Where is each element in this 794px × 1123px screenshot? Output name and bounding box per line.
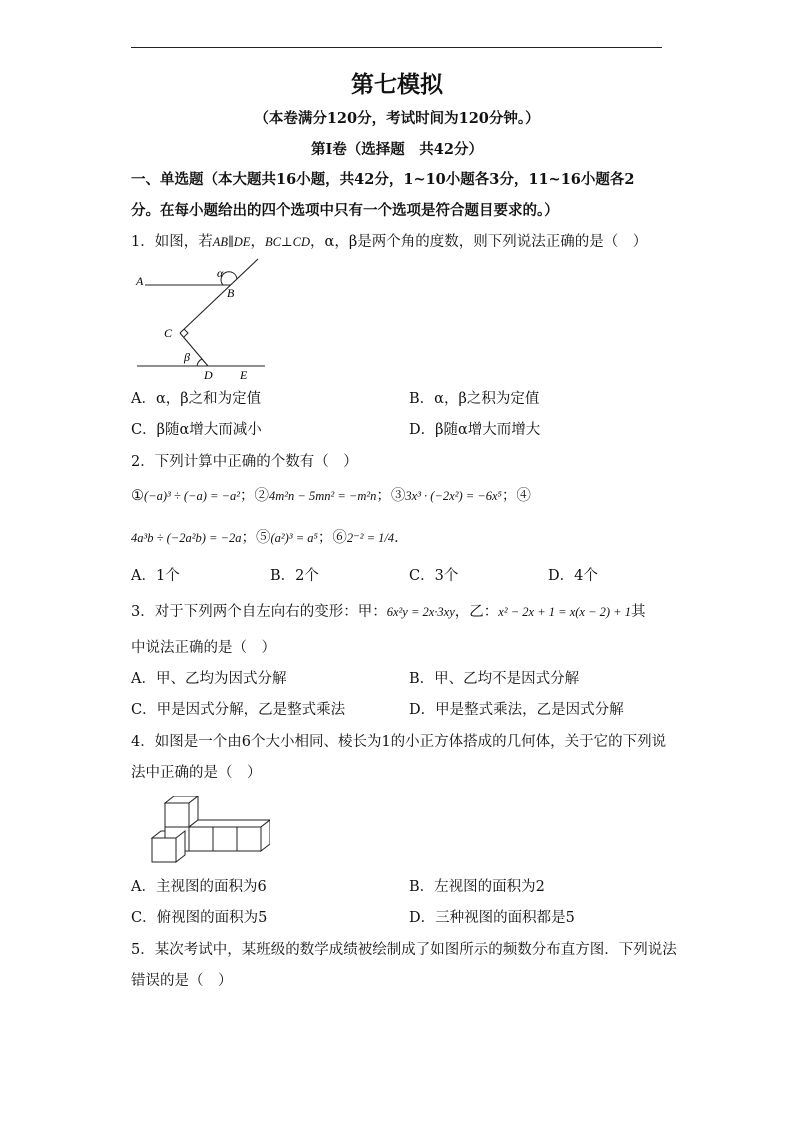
label-e: E (240, 368, 248, 382)
q1-option-c: C．β随α增大而减小 (131, 422, 262, 438)
q1-option-d: D．β随α增大而增大 (409, 422, 541, 438)
label-d: D (204, 368, 213, 382)
q1-figure (131, 255, 271, 385)
q1-parallel-expr: AB∥DE (212, 235, 251, 249)
exam-note: （本卷满分120分，考试时间为120分钟。） (254, 110, 540, 127)
q5-stem-line2: 错误的是（ ） (131, 973, 233, 989)
q2-option-d: D．4个 (548, 568, 598, 584)
beta-arc (197, 359, 202, 366)
q1-perp-expr: BC⊥CD (264, 235, 311, 249)
q1-option-b: B．α，β之积为定值 (409, 391, 540, 407)
q2-option-a: A．1个 (131, 568, 180, 584)
q3-option-d: D．甲是整式乘法，乙是因式分解 (409, 702, 624, 718)
q4-stem-line1: 4．如图是一个由6个大小相同、棱长为1的小正方体搭成的几何体，关于它的下列说 (131, 734, 667, 750)
q1-stem: 1．如图，若AB∥DE，BC⊥CD，α，β是两个角的度数，则下列说法正确的是（ ） (131, 234, 648, 250)
section-instructions-line1: 一、单选题（本大题共16小题，共42分，1~10小题各3分，11~16小题各2 (131, 171, 635, 188)
q2-expressions-row1: ①(−a)³ ÷ (−a) = −a²；②4m²n − 5mn² = −m²n；③3x³ · (−2x²) = −6x⁵；④ (131, 488, 531, 504)
right-angle-mark (184, 329, 188, 337)
q4-stem-line2: 法中正确的是（ ） (131, 765, 262, 781)
q4-option-b: B．左视图的面积为2 (409, 879, 545, 895)
q2-option-b: B．2个 (270, 568, 319, 584)
page-title: 第七模拟 (351, 71, 443, 98)
q4-option-d: D．三种视图的面积都是5 (409, 910, 575, 926)
q4-cube-figure (150, 796, 270, 864)
header-rule (131, 47, 662, 48)
alpha-arc (221, 272, 237, 285)
q2-option-c: C．3个 (409, 568, 459, 584)
label-b: B (227, 286, 235, 300)
q3-stem-line1: 3．对于下列两个自左向右的变形：甲：6x²y = 2x·3xy，乙：x² − 2x + 1 = x(x − 2) + 1其 (131, 604, 646, 620)
label-alpha: α (217, 266, 224, 280)
q4-option-a: A．主视图的面积为6 (131, 879, 267, 895)
section-instructions-line2: 分。在每小题给出的四个选项中只有一个选项是符合题目要求的。） (131, 202, 559, 219)
q3-option-b: B．甲、乙均不是因式分解 (409, 671, 580, 687)
q2-expressions-row2: 4a³b ÷ (−2a²b) = −2a；⑤(a²)³ = a⁵；⑥2⁻² = 1/4． (131, 530, 409, 546)
label-beta: β (184, 350, 190, 364)
q1-option-a: A．α，β之和为定值 (131, 391, 262, 407)
q3-option-c: C．甲是因式分解，乙是整式乘法 (131, 702, 346, 718)
label-a: A (136, 274, 144, 288)
part-heading: 第I卷（选择题 共42分） (311, 141, 483, 158)
q2-stem: 2．下列计算中正确的个数有（ ） (131, 454, 358, 470)
q4-option-c: C．俯视图的面积为5 (131, 910, 268, 926)
q5-stem-line1: 5．某次考试中，某班级的数学成绩被绘制成了如图所示的频数分布直方图．下列说法 (131, 942, 677, 958)
q3-stem-line2: 中说法正确的是（ ） (131, 640, 276, 656)
q3-option-a: A．甲、乙均为因式分解 (131, 671, 287, 687)
label-c: C (164, 326, 173, 340)
